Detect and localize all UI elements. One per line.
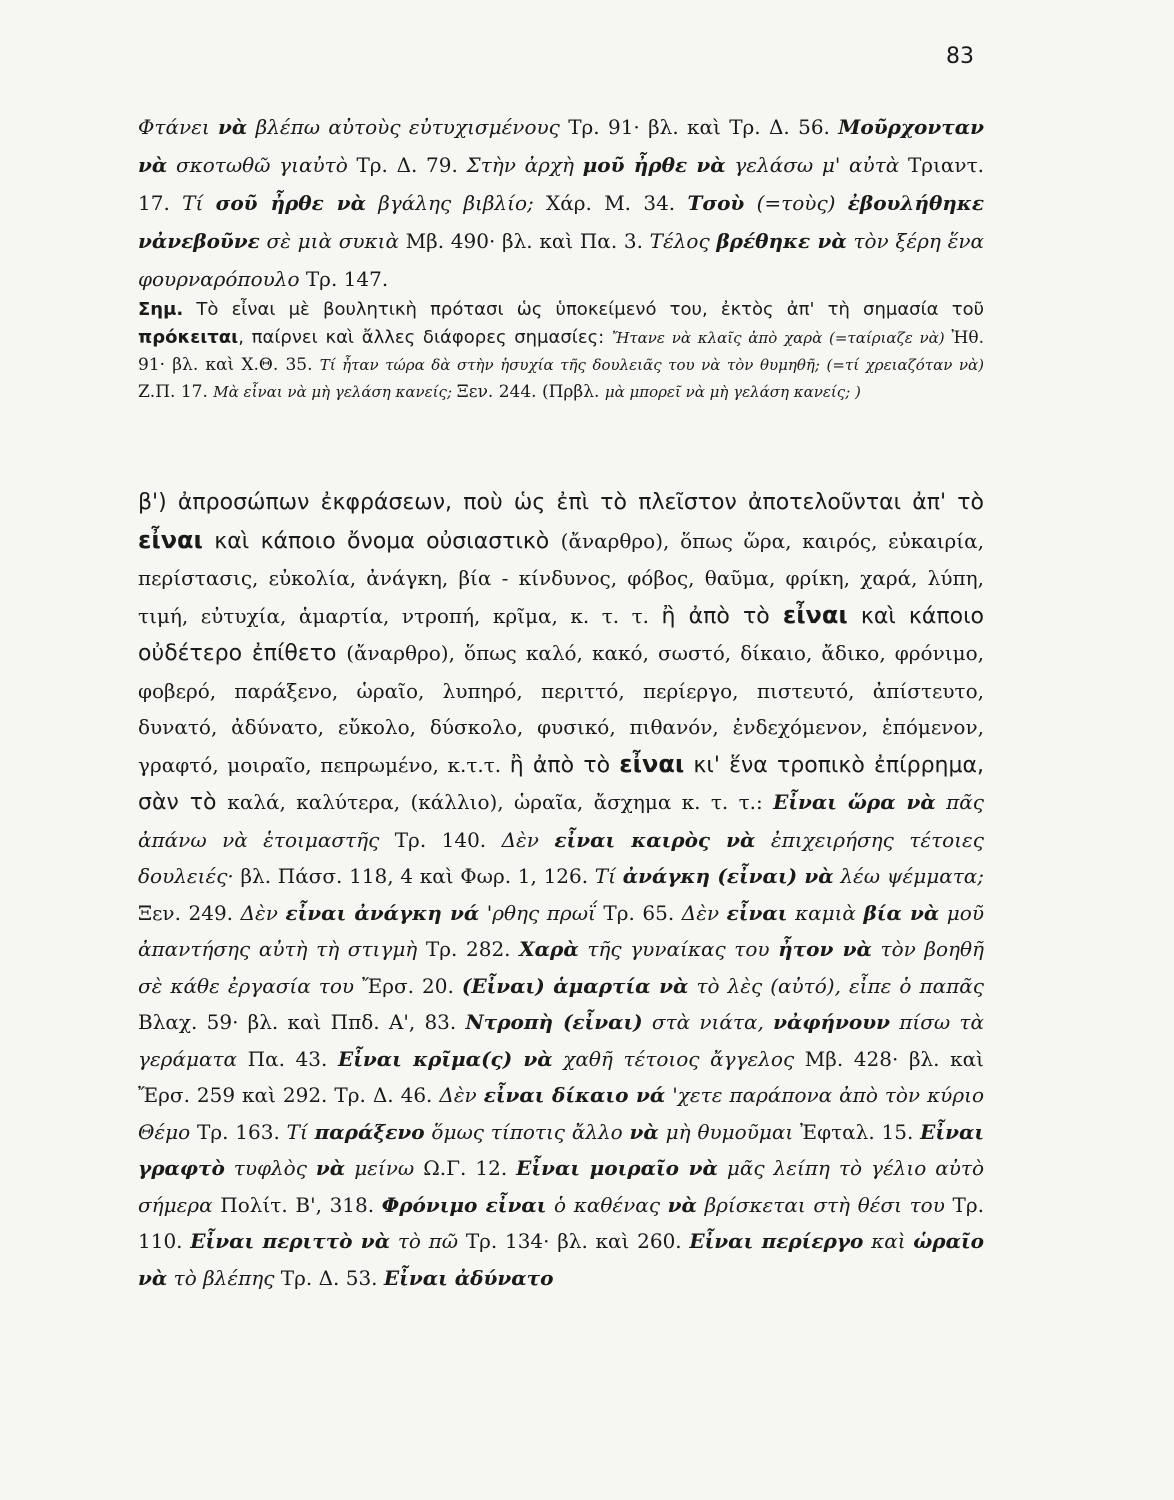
text-run: Εἶναι ἀδύνατο xyxy=(383,1265,554,1290)
text-run: Τί xyxy=(182,191,216,215)
text-run: μοῦ ἦρθε νὰ xyxy=(582,153,726,177)
text-run: γελάσω μ' αὐτὰ xyxy=(725,153,908,177)
text-run: Μὰ εἶναι νὰ μὴ γελάση κανείς; xyxy=(213,383,457,401)
text-run: εἶναι xyxy=(726,900,788,925)
text-run: ἦτον νὰ xyxy=(778,937,872,961)
text-run: Εἶναι γραφτὸ xyxy=(138,1119,985,1180)
text-run: Τριαντ. 17. xyxy=(138,153,984,215)
text-run: παράξενο xyxy=(314,1119,425,1144)
text-run: Δὲν xyxy=(240,900,286,925)
text-run: μείνω xyxy=(345,1156,424,1180)
text-run: πρόκειται xyxy=(138,327,239,348)
text-run: Εἶναι περιττὸ νὰ xyxy=(190,1229,391,1253)
text-run: καμιὰ xyxy=(787,900,864,925)
text-run: στὰ νιάτα, xyxy=(642,1010,774,1034)
text-run: σκοτωθῶ γιαὐτὸ xyxy=(167,153,357,177)
text-run: Ἠθ. 91· βλ. καὶ Χ.Θ. 35. xyxy=(138,328,984,375)
text-run: Φρόνιμο εἶναι xyxy=(381,1192,547,1217)
text-run: πίσω τὰ γεράματα xyxy=(138,1010,985,1071)
text-run: μᾶς λείπη τὸ γέλιο αὐτὸ σήμερα xyxy=(138,1156,984,1217)
text-run: κι' ἕνα τροπικὸ ἐπίρρημα, σὰν τὸ xyxy=(138,752,984,815)
text-run: Τί xyxy=(286,1119,315,1144)
text-run: (ἄναρθρο), ὅπως ὥρα, καιρός, εὐκαιρία, περίστασις, εὐκολία, ἀνάγκη, βία - κίνδυνος, φόβος, θαῦμα, φρίκη, χαρά, λύπη, τιμή, εὐτυχία, ἁμαρτία, ντροπή, κρῖμα, κ. τ. τ. xyxy=(138,528,984,628)
text-run: νὰ xyxy=(315,1156,346,1180)
text-run: Τέλος xyxy=(649,229,717,253)
text-run: Ξεν. 244. (Πρβλ. xyxy=(456,382,605,402)
text-run: β') ἀπροσώπων ἐκφράσεων, ποὺ ὡς ἐπὶ τὸ πλεῖστον ἀποτελοῦνται ἀπ' τὸ xyxy=(138,490,984,515)
text-run: Ζ.Π. 17. xyxy=(138,382,214,402)
text-run: καὶ κάποιο ὄνομα οὐσιαστικὸ xyxy=(202,528,561,554)
text-run: τῆς γυναίκας του xyxy=(578,937,779,961)
text-run: Τρ. 91· βλ. καὶ Τρ. Δ. 56. xyxy=(568,115,839,139)
text-run: ἐβουλήθηκε νἀνεβοῦνε xyxy=(138,191,984,253)
text-run: μοῦ ἀπαντήσης αὐτὴ τὴ στιγμὴ xyxy=(138,900,985,961)
text-run: Στὴν ἀρχὴ xyxy=(466,153,583,177)
text-run: Τρ. 163. xyxy=(197,1119,287,1144)
text-run: σὲ μιὰ συκιὰ xyxy=(259,229,406,253)
text-run: καὶ xyxy=(863,1229,914,1253)
text-run: Τρ. Δ. 79. xyxy=(356,153,467,177)
text-run: Ἤτανε νὰ κλαῖς ἀπὸ χαρὰ (=ταίριαζε νὰ) xyxy=(611,329,952,347)
text-run: βλέπω αὐτοὺς εὐτυχισμένους xyxy=(247,115,569,139)
text-run: λέω ψέμματα; xyxy=(833,864,985,888)
text-run: ὁ καθένας xyxy=(546,1192,668,1217)
text-run: ἐπιχειρήσης τέτοιες δουλειές· xyxy=(138,827,984,888)
text-run: Τί xyxy=(594,864,623,888)
text-run: ἢ ἀπὸ τὸ xyxy=(509,752,620,778)
text-run: βία νὰ xyxy=(863,900,940,925)
text-run: μὰ μπορεῖ νὰ μὴ γελάση κανείς; ) xyxy=(604,383,861,401)
text-run: εἶναι δίκαιο νά xyxy=(483,1083,666,1107)
text-run: Εἶναι ὥρα νὰ xyxy=(773,790,936,814)
text-run: Τρ. 65. xyxy=(603,900,682,925)
text-run: Ἐφταλ. 15. xyxy=(800,1119,921,1144)
text-run: εἶναι xyxy=(619,749,685,778)
text-run: Δὲν xyxy=(501,827,555,852)
text-run: 'ρθης πρωΐ xyxy=(479,900,604,925)
text-run: μὴ θυμοῦμαι xyxy=(658,1119,801,1144)
text-run: καὶ κάποιο οὐδέτερο ἐπίθετο xyxy=(138,603,985,666)
text-run: Ξεν. 249. xyxy=(138,900,241,925)
text-run: Εἶναι μοιραῖο νὰ xyxy=(516,1156,718,1180)
page-number: 83 xyxy=(946,44,974,69)
text-run: εἶναι xyxy=(138,525,203,554)
text-run: Χαρὰ xyxy=(519,937,579,961)
text-run: (ἄναρθρο), ὅπως καλό, κακό, σωστό, δίκαιο, ἄδικο, φρόνιμο, φοβερό, παράξενο, ὡραῖο, λυπηρό, περιττό, περίεργο, πιστευτό, ἀπίστευτο, δυνατό, ἀδύνατο, εὔκολο, δύσκολο, φυσικό, πιθανόν, ἐνδεχόμενον, ἑπόμενον, γραφτό, μοιραῖο, πεπρωμένο, κ.τ.τ. xyxy=(138,641,984,777)
text-run: πᾶς ἀπάνω νὰ ἑτοιμαστῆς xyxy=(138,790,984,852)
text-run: σοῦ ἦρθε νὰ xyxy=(215,191,366,215)
text-run: ὅμως τίποτις ἄλλο xyxy=(424,1119,630,1144)
text-run: Σημ. xyxy=(138,299,184,320)
text-run: νἀφήνουν xyxy=(773,1010,890,1034)
text-run: τὸν ξέρη ἕνα φουρναρόπουλο xyxy=(138,229,984,291)
text-run: Δὲν xyxy=(681,900,727,925)
text-run: νὰ xyxy=(629,1119,659,1144)
text-run: Τρ. Δ. 53. xyxy=(280,1265,384,1290)
text-run: Μβ. 490· βλ. καὶ Πα. 3. xyxy=(405,229,650,253)
text-run: βρίσκεται στὴ θέσι του xyxy=(696,1192,953,1217)
text-run: τὸ βλέπης xyxy=(167,1265,281,1290)
text-run: ὡραῖο νὰ xyxy=(138,1229,985,1290)
text-run: καλά, καλύτερα, (κάλλιο), ὡραῖα, ἄσχημα κ. τ. τ.: xyxy=(227,790,774,814)
text-run: Τὸ εἶναι μὲ βουλητικὴ πρότασι ὡς ὑποκείμενό του, ἐκτὸς ἀπ' τὴ σημασία τοῦ xyxy=(183,299,984,320)
text-run: τὸ λὲς (αὐτό), εἶπε ὁ παπᾶς xyxy=(688,973,984,998)
text-run: Τρ. 134· βλ. καὶ 260. xyxy=(465,1229,690,1253)
text-run: Τρ. 140. xyxy=(394,827,502,852)
text-run: νὰ xyxy=(218,115,248,139)
text-run: Πα. 43. xyxy=(247,1046,338,1071)
text-run: Μβ. 428· βλ. καὶ Ἔρσ. 259 καὶ 292. Τρ. Δ. 46. xyxy=(138,1046,984,1107)
text-run: Ντροπὴ (εἶναι) xyxy=(465,1010,643,1034)
text-run: βρέθηκε νὰ xyxy=(716,229,847,253)
text-run: 'χετε παράπονα ἀπὸ τὸν κύριο Θέμο xyxy=(138,1083,984,1144)
text-run: εἶναι ἀνάγκη νά xyxy=(285,900,480,925)
text-run: Εἶναι περίεργο xyxy=(689,1229,864,1253)
text-run: Τρ. 110. xyxy=(138,1192,984,1253)
text-run: Τί ἦταν τώρα δὰ στὴν ἡσυχία τῆς δουλειᾶς του νὰ τὸν θυμηθῆ; (=τί χρειαζόταν νὰ) xyxy=(319,356,984,374)
text-run: τυφλὸς xyxy=(224,1156,316,1180)
text-run: Τσοὺ xyxy=(687,191,745,215)
text-run: Τρ. 282. xyxy=(425,937,520,961)
text-run: Ω.Γ. 12. xyxy=(423,1156,517,1180)
text-run: νὰ xyxy=(667,1192,697,1217)
text-run: ἢ ἀπὸ τὸ xyxy=(661,603,783,629)
text-run: χαθῆ τέτοιος ἄγγελος xyxy=(552,1046,805,1071)
text-run: Δὲν xyxy=(439,1083,484,1107)
text-run: τὸ πῶ xyxy=(390,1229,466,1253)
text-run: Μοῦρχονταν νὰ xyxy=(138,115,984,177)
text-run: Φτάνει xyxy=(138,115,219,139)
note-paragraph xyxy=(138,296,984,406)
text-run: ἀνάγκη (εἶναι) νὰ xyxy=(622,864,834,888)
text-run: Βλαχ. 59· βλ. καὶ Ππδ. Α', 83. xyxy=(138,1010,466,1034)
text-run: εἶναι xyxy=(782,600,848,629)
text-run: τὸν βοηθῆ σὲ κάθε ἐργασία του xyxy=(138,937,984,998)
text-run: βλ. Πάσσ. 118, 4 καὶ Φωρ. 1, 126. xyxy=(240,864,595,888)
paragraph-examples-a xyxy=(138,108,984,298)
text-run: (Εἶναι) ἁμαρτία νὰ xyxy=(461,973,689,998)
text-run: βγάλης βιβλίο; xyxy=(365,191,547,215)
text-run: Εἶναι κρῖμα(ς) νὰ xyxy=(337,1046,553,1071)
text-run: Χάρ. Μ. 34. xyxy=(546,191,688,215)
text-run: Τρ. 147. xyxy=(305,267,389,291)
text-run: Πολίτ. Β', 318. xyxy=(220,1192,382,1217)
text-run: , παίρνει καὶ ἄλλες διάφορες σημασίες: xyxy=(238,327,612,348)
text-run: Ἔρσ. 20. xyxy=(362,973,462,998)
text-run: εἶναι καιρὸς νὰ xyxy=(554,827,756,852)
text-run: (=τοὺς) xyxy=(744,191,848,215)
paragraph-impersonal-expressions xyxy=(138,484,984,1296)
